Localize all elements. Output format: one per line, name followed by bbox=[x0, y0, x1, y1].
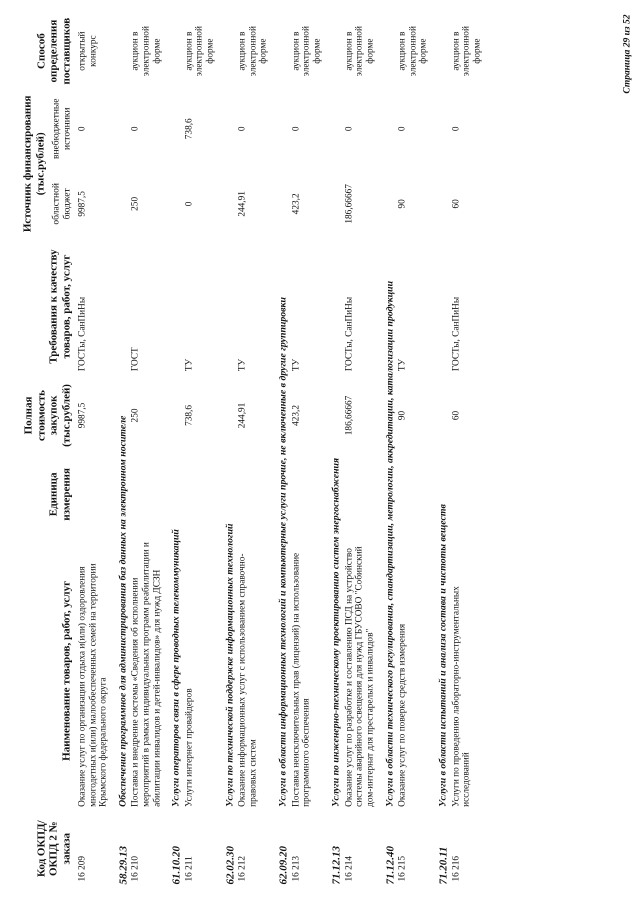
item-name: Услуги по проведению лабораторно-инструментальных исследований bbox=[450, 585, 472, 807]
header-unit: Единица измерения bbox=[47, 467, 72, 521]
order-number: 16 216 bbox=[450, 855, 461, 881]
group-code: 62.09.20 bbox=[276, 845, 289, 884]
table-row bbox=[236, 13, 274, 887]
item-extrabudget: 0 bbox=[290, 125, 301, 131]
item-method: аукцион в электронной форме bbox=[237, 25, 269, 76]
header-requirements: Требования к качеству товаров, работ, услуг bbox=[47, 248, 72, 364]
item-unit bbox=[76, 456, 114, 531]
group-title: Услуги по технической поддержке информационных технологий bbox=[223, 522, 235, 807]
item-name: Оказание услуг по организации отдыха и(или) оздоровления многодетных и(или) малообеспеченных семей на территории Крымского федерального округа bbox=[77, 563, 109, 807]
group-title: Услуги в области технического регулирования, стандартизации, метрологии, аккредитации, каталогизации продукции bbox=[383, 280, 395, 807]
item-regional-budget: 0 bbox=[183, 201, 194, 206]
group-row bbox=[327, 13, 343, 887]
header-cost: Полная стоимость закупок (тыс.рублей) bbox=[22, 383, 72, 447]
group-row bbox=[381, 13, 397, 887]
item-extrabudget: 0 bbox=[343, 125, 354, 131]
table-row bbox=[76, 13, 114, 887]
header-source-extrabudget: внебюджетные источники bbox=[51, 97, 72, 159]
item-requirements: ГОСТы, СанПиНы bbox=[343, 296, 354, 371]
item-regional-budget: 90 bbox=[397, 198, 408, 209]
item-regional-budget: 423,2 bbox=[290, 192, 301, 214]
table-row bbox=[183, 13, 221, 887]
procurement-table bbox=[20, 13, 487, 887]
group-code: 71.12.13 bbox=[330, 845, 343, 884]
group-title: Обеспечение программное для администрирования баз данных на электронном носителе bbox=[116, 415, 128, 807]
item-method: аукцион в электронной форме bbox=[130, 25, 162, 76]
item-requirements: ТУ bbox=[237, 358, 248, 371]
item-requirements: ТУ bbox=[397, 358, 408, 371]
table-row bbox=[450, 13, 488, 887]
group-title: Услуги по инженерно-техническому проектированию систем энергоснабжения bbox=[330, 457, 342, 807]
item-extrabudget: 738,6 bbox=[183, 117, 194, 139]
item-name: Оказание услуг по разработке и составлению ПСД на устройство системы аварийного освещения для нужд ГБУСОВО "Собинский дом-интернат для престарелых и инвалидов" bbox=[343, 545, 376, 807]
item-unit bbox=[343, 456, 381, 531]
item-method: аукцион в электронной форме bbox=[290, 25, 322, 76]
item-regional-budget: 186,66667 bbox=[343, 183, 354, 224]
page-footer: Страница 29 из 52 bbox=[622, 14, 632, 94]
order-number: 16 214 bbox=[343, 855, 354, 881]
table-row bbox=[396, 13, 434, 887]
group-code: 71.12.40 bbox=[383, 845, 396, 884]
header-name: Наименование товаров, работ, услуг bbox=[59, 580, 72, 761]
item-cost: 186,66667 bbox=[343, 395, 354, 435]
group-code: 71.20.11 bbox=[437, 846, 450, 884]
item-unit bbox=[183, 456, 221, 531]
header-method: Способ определения поставщиков bbox=[34, 17, 72, 84]
item-requirements: ТУ bbox=[290, 358, 301, 371]
group-title: Услуги в области информационных технологий и компьютерные услуги прочие, не включенные в другие группировки bbox=[276, 296, 288, 807]
group-row bbox=[434, 13, 450, 887]
item-extrabudget: 0 bbox=[397, 125, 408, 131]
item-regional-budget: 250 bbox=[130, 196, 141, 211]
item-requirements: ГОСТы, СанПиНы bbox=[450, 296, 461, 371]
group-title: Услуги операторов связи в сфере проводных телекоммуникаций bbox=[170, 528, 182, 807]
item-name: Поставка и внедрение системы «Сведения об исполнении мероприятий в рамках индивидуальных программ реабилитации и абилитации инвалидов и детей-инвалидов» для нужд ДСЗН bbox=[130, 541, 162, 807]
group-row bbox=[221, 13, 237, 887]
group-row bbox=[114, 13, 130, 887]
item-cost: 244,91 bbox=[237, 402, 248, 428]
item-extrabudget: 0 bbox=[450, 125, 461, 131]
item-unit bbox=[290, 456, 328, 531]
table-row bbox=[129, 13, 167, 887]
order-number: 16 213 bbox=[290, 855, 301, 881]
item-extrabudget: 0 bbox=[237, 125, 248, 131]
item-cost: 738,6 bbox=[183, 404, 194, 426]
order-number: 16 211 bbox=[183, 855, 194, 881]
item-extrabudget: 0 bbox=[77, 125, 87, 131]
item-unit bbox=[396, 456, 434, 531]
item-cost: 60 bbox=[450, 410, 461, 420]
item-unit bbox=[236, 456, 274, 531]
item-name: Оказание информационных услуг с использованием справочно-правовых систем bbox=[237, 553, 258, 807]
table-row bbox=[343, 13, 381, 887]
item-unit bbox=[129, 456, 167, 531]
group-title: Услуги в области испытаний и анализа состава и чистоты веществ bbox=[437, 503, 449, 807]
item-cost: 9987,5 bbox=[77, 402, 87, 428]
group-row bbox=[167, 13, 183, 887]
item-cost: 250 bbox=[130, 407, 141, 422]
order-number: 16 209 bbox=[77, 855, 87, 881]
item-method: аукцион в электронной форме bbox=[343, 25, 376, 76]
item-name: Услуги интернет провайдеров bbox=[183, 687, 194, 807]
header-source-regional: областной бюджет bbox=[51, 182, 72, 225]
item-cost: 423,2 bbox=[290, 404, 301, 426]
table-row bbox=[290, 13, 328, 887]
item-method: открытый конкурс bbox=[77, 30, 98, 71]
order-number: 16 215 bbox=[397, 855, 408, 881]
table-body bbox=[76, 13, 487, 887]
header-source: Источник финансирования (тыс.рублей) bbox=[21, 94, 46, 232]
group-code: 61.10.20 bbox=[170, 845, 183, 884]
header-code: Код ОКПД/ ОКПД 2 № заказа bbox=[34, 819, 72, 877]
item-method: аукцион в электронной форме bbox=[397, 25, 429, 76]
item-regional-budget: 9987,5 bbox=[77, 190, 87, 217]
item-requirements: ТУ bbox=[183, 358, 194, 371]
item-regional-budget: 60 bbox=[450, 198, 461, 209]
item-unit bbox=[450, 456, 488, 531]
item-requirements: ГОСТы, СанПиНы bbox=[77, 296, 87, 371]
item-requirements: ГОСТ bbox=[130, 346, 141, 371]
group-row bbox=[274, 13, 290, 887]
group-code: 58.29.13 bbox=[116, 845, 129, 884]
item-name: Поставка неисключительных прав (лицензий) на использование программного обеспечения bbox=[290, 552, 312, 807]
order-number: 16 210 bbox=[130, 855, 141, 881]
item-cost: 90 bbox=[397, 410, 408, 420]
item-regional-budget: 244,91 bbox=[237, 190, 248, 217]
item-name: Оказание услуг по поверке средств измерения bbox=[397, 623, 408, 807]
item-extrabudget: 0 bbox=[130, 125, 141, 131]
item-method: аукцион в электронной форме bbox=[450, 25, 482, 76]
item-method: аукцион в электронной форме bbox=[183, 25, 215, 76]
group-code: 62.02.30 bbox=[223, 845, 236, 884]
order-number: 16 212 bbox=[237, 855, 248, 881]
